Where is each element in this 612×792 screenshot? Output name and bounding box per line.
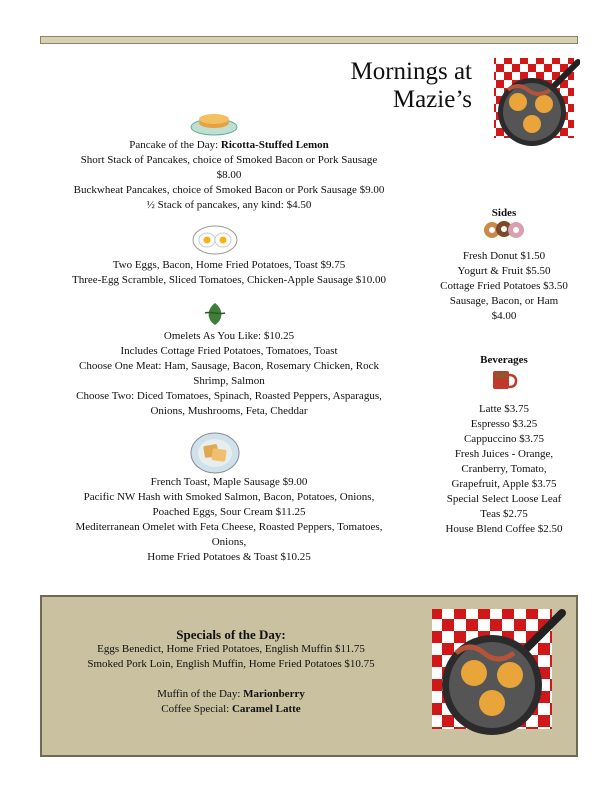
omelets-section [40, 329, 418, 419]
specials-line-1: Eggs Benedict, Home Fried Potatoes, English Muffin $11.75 [97, 643, 365, 655]
muffin-label: Muffin of the Day: [157, 688, 241, 700]
pancake-of-day-value: Ricotta-Stuffed Lemon [220, 139, 329, 151]
herb-leaf-icon [203, 301, 227, 327]
short-stack-item: Short Stack of Pancakes, choice of Smoked Bacon or Pork Sausage [80, 154, 378, 166]
top-divider-bar [40, 36, 578, 44]
sides-section [430, 206, 578, 221]
specialties-line-1: French Toast, Maple Sausage $9.00 [150, 476, 308, 488]
pancake-of-day-label: Pancake of the Day: [129, 139, 219, 151]
coffee-mug-icon [490, 367, 518, 391]
beverage-item: Cappuccino $3.75 [463, 433, 545, 445]
beverages-list [430, 402, 578, 537]
specials-content [42, 627, 420, 717]
beverages-section [430, 353, 578, 368]
beverage-item: Fresh Juices - Orange, [454, 448, 554, 460]
beverage-item: Special Select Loose Leaf [446, 493, 562, 505]
title-line-2: Mazie’s [392, 86, 472, 113]
page-title [350, 58, 472, 114]
eggs-section [40, 258, 418, 288]
omelets-line-6: Onions, Mushrooms, Feta, Cheddar [150, 405, 308, 417]
sides-heading: Sides [491, 207, 517, 219]
specials-box [40, 595, 578, 757]
sides-item: Sausage, Bacon, or Ham [449, 295, 559, 307]
muffin-value: Marionberry [243, 688, 305, 700]
title-line-1: Mornings at [350, 58, 472, 85]
beverage-item: Teas $2.75 [480, 508, 528, 520]
scramble-item: Three-Egg Scramble, Sliced Tomatoes, Chicken-Apple Sausage $10.00 [72, 274, 386, 286]
beverage-item: House Blend Coffee $2.50 [445, 523, 563, 535]
pancake-plate-icon [190, 110, 238, 136]
omelets-line-5: Choose Two: Diced Tomatoes, Spinach, Roasted Peppers, Asparagus, [76, 390, 382, 402]
sides-item: Fresh Donut $1.50 [462, 250, 546, 262]
sides-item: $4.00 [491, 310, 517, 322]
pancakes-section [40, 138, 418, 213]
beverage-item: Cranberry, Tomato, [461, 463, 547, 475]
donuts-icon [478, 220, 530, 240]
buckwheat-item: Buckwheat Pancakes, choice of Smoked Bacon or Pork Sausage $9.00 [73, 184, 385, 196]
pancake-of-day [40, 138, 418, 153]
specialties-line-4: Mediterranean Omelet with Feta Cheese, Roasted Peppers, Tomatoes, [75, 521, 383, 533]
sides-item: Yogurt & Fruit $5.50 [457, 265, 551, 277]
omelets-line-1: Omelets As You Like: $10.25 [163, 330, 295, 342]
coffee-label: Coffee Special: [161, 703, 230, 715]
coffee-special [42, 702, 420, 717]
sides-list [430, 249, 578, 324]
coffee-value: Caramel Latte [231, 703, 301, 715]
omelets-line-4: Shrimp, Salmon [193, 375, 265, 387]
french-toast-plate-icon [190, 431, 240, 475]
fried-eggs-plate-icon [192, 225, 238, 255]
specialties-line-3: Poached Eggs, Sour Cream $11.25 [152, 506, 306, 518]
beverage-item: Grapefruit, Apple $3.75 [451, 478, 557, 490]
beverage-item: Latte $3.75 [478, 403, 530, 415]
specials-heading: Specials of the Day: [176, 627, 286, 642]
two-eggs-item: Two Eggs, Bacon, Home Fried Potatoes, Toast $9.75 [112, 259, 346, 271]
muffin-of-day [42, 687, 420, 702]
short-stack-price: $8.00 [216, 169, 242, 181]
omelets-line-2: Includes Cottage Fried Potatoes, Tomatoes, Toast [120, 345, 338, 357]
beverage-item: Espresso $3.25 [470, 418, 538, 430]
frying-pan-illustration [488, 56, 580, 148]
specialties-line-5: Onions, [211, 536, 247, 548]
specials-spacer [42, 672, 420, 687]
specialties-line-2: Pacific NW Hash with Smoked Salmon, Bacon, Potatoes, Onions, [83, 491, 375, 503]
specials-frying-pan-illustration [430, 607, 566, 739]
specialties-line-6: Home Fried Potatoes & Toast $10.25 [147, 551, 311, 563]
specials-line-2: Smoked Pork Loin, English Muffin, Home Fried Potatoes $10.75 [87, 658, 375, 670]
half-stack-item: ½ Stack of pancakes, any kind: $4.50 [146, 199, 312, 211]
beverages-heading: Beverages [480, 354, 528, 366]
specialties-section [40, 475, 418, 565]
sides-item: Cottage Fried Potatoes $3.50 [440, 280, 568, 292]
omelets-line-3: Choose One Meat: Ham, Sausage, Bacon, Rosemary Chicken, Rock [79, 360, 379, 372]
